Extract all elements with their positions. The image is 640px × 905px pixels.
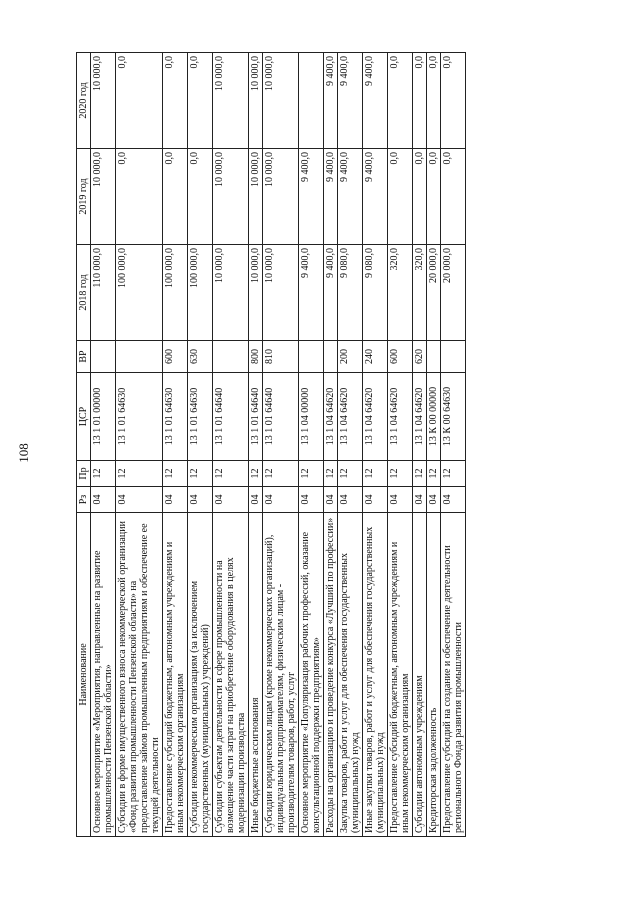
cell-2020: 9 400,0 (338, 53, 363, 149)
cell-2018: 100 000,0 (188, 245, 213, 341)
cell-2019: 10 000,0 (91, 149, 116, 245)
cell-rz: 04 (91, 487, 116, 513)
table-row (213, 53, 249, 837)
header-name: Наименование (77, 513, 91, 837)
cell-2018: 10 000,0 (213, 245, 249, 341)
cell-2019: 0,0 (116, 149, 163, 245)
cell-pr: 12 (338, 461, 363, 487)
cell-csr: 13 1 04 64620 (338, 373, 363, 461)
cell-name: Основное мероприятие «Популяризация рабочих профессий, оказание консультационной поддержки предприятиям» (299, 513, 324, 837)
cell-name: Закупка товаров, работ и услуг для обеспечения государственных (муниципальных) нужд (338, 513, 363, 837)
cell-rz: 04 (363, 487, 388, 513)
cell-csr: 13 К 00 00000 (427, 373, 441, 461)
cell-vr (116, 341, 163, 373)
cell-vr (441, 341, 466, 373)
cell-2019: 0,0 (413, 149, 427, 245)
cell-2020: 0,0 (163, 53, 188, 149)
cell-2018: 100 000,0 (163, 245, 188, 341)
cell-vr: 240 (363, 341, 388, 373)
cell-2020: 10 000,0 (91, 53, 116, 149)
cell-rz: 04 (441, 487, 466, 513)
cell-rz: 04 (299, 487, 324, 513)
cell-name: Субсидии автономным учреждениям (413, 513, 427, 837)
cell-csr: 13 1 01 64630 (188, 373, 213, 461)
table-row (249, 53, 263, 837)
cell-pr: 12 (249, 461, 263, 487)
cell-vr (299, 341, 324, 373)
cell-name: Предоставление субсидий бюджетным, автономным учреждениям и иным некоммерческим организациям (388, 513, 413, 837)
cell-2019: 9 400,0 (363, 149, 388, 245)
cell-2019: 10 000,0 (249, 149, 263, 245)
cell-pr: 12 (388, 461, 413, 487)
cell-pr: 12 (413, 461, 427, 487)
budget-table (76, 52, 466, 837)
cell-rz: 04 (188, 487, 213, 513)
cell-vr: 600 (163, 341, 188, 373)
cell-2018: 100 000,0 (116, 245, 163, 341)
cell-2019: 9 400,0 (299, 149, 324, 245)
cell-csr: 13 1 04 64620 (363, 373, 388, 461)
cell-2019: 9 400,0 (338, 149, 363, 245)
cell-name: Основное мероприятие «Мероприятия, направленные на развитие промышленности Пензенской области» (91, 513, 116, 837)
cell-name: Предоставление субсидий бюджетным, автономным учреждениям и иным некоммерческим организациям (163, 513, 188, 837)
header-2020: 2020 год (77, 53, 91, 149)
cell-rz: 04 (388, 487, 413, 513)
cell-vr: 200 (338, 341, 363, 373)
cell-2018: 20 000,0 (427, 245, 441, 341)
table-row (91, 53, 116, 837)
cell-2020: 0,0 (388, 53, 413, 149)
cell-2020: 0,0 (413, 53, 427, 149)
table-row (338, 53, 363, 837)
table-row (116, 53, 163, 837)
cell-2019: 0,0 (388, 149, 413, 245)
cell-2018: 10 000,0 (263, 245, 299, 341)
cell-2019: 10 000,0 (263, 149, 299, 245)
cell-rz: 04 (163, 487, 188, 513)
table-row (299, 53, 324, 837)
cell-2019: 0,0 (441, 149, 466, 245)
cell-vr (427, 341, 441, 373)
cell-csr: 13 1 01 64640 (213, 373, 249, 461)
table-row (388, 53, 413, 837)
cell-2020: 0,0 (188, 53, 213, 149)
cell-2018: 9 400,0 (324, 245, 338, 341)
cell-rz: 04 (324, 487, 338, 513)
cell-name: Субсидии юридическим лицам (кроме некоммерческих организаций), индивидуальным предпринимателям, физическим лицам - производителям товаров, работ, услуг (263, 513, 299, 837)
cell-2020 (299, 53, 324, 149)
cell-pr: 12 (427, 461, 441, 487)
cell-vr (324, 341, 338, 373)
cell-2020: 0,0 (441, 53, 466, 149)
cell-name: Субсидии некоммерческим организациям (за исключением государственных (муниципальных) учреждений) (188, 513, 213, 837)
header-csr: ЦСР (77, 373, 91, 461)
cell-pr: 12 (91, 461, 116, 487)
cell-name: Субсидии в форме имущественного взноса некоммерческой организации «Фонд развития промышленности Пензенской области» на предоставление займов промышленным предприятиям и обеспечение ее текущей деятельности (116, 513, 163, 837)
cell-name: Субсидии субъектам деятельности в сфере промышленности на возмещение части затрат на приобретение оборудования в целях модернизации производства (213, 513, 249, 837)
header-2019: 2019 год (77, 149, 91, 245)
table-row (441, 53, 466, 837)
cell-rz: 04 (249, 487, 263, 513)
table-row (413, 53, 427, 837)
cell-csr: 13 1 04 64620 (413, 373, 427, 461)
cell-rz: 04 (338, 487, 363, 513)
cell-pr: 12 (163, 461, 188, 487)
cell-pr: 12 (441, 461, 466, 487)
cell-2020: 10 000,0 (263, 53, 299, 149)
cell-rz: 04 (427, 487, 441, 513)
cell-2019: 10 000,0 (213, 149, 249, 245)
cell-2018: 320,0 (413, 245, 427, 341)
page-number: 108 (16, 443, 31, 463)
cell-csr: 13 1 04 64620 (324, 373, 338, 461)
table-row (188, 53, 213, 837)
cell-2018: 9 080,0 (363, 245, 388, 341)
cell-vr: 630 (188, 341, 213, 373)
cell-2019: 9 400,0 (324, 149, 338, 245)
cell-2018: 9 400,0 (299, 245, 324, 341)
cell-vr: 800 (249, 341, 263, 373)
cell-vr: 620 (413, 341, 427, 373)
cell-2020: 10 000,0 (213, 53, 249, 149)
cell-vr: 810 (263, 341, 299, 373)
cell-2020: 0,0 (116, 53, 163, 149)
table-header-row (77, 53, 91, 837)
cell-csr: 13 1 04 00000 (299, 373, 324, 461)
cell-2018: 110 000,0 (91, 245, 116, 341)
cell-csr: 13 1 01 64640 (249, 373, 263, 461)
table-row (427, 53, 441, 837)
cell-csr: 13 1 01 64630 (116, 373, 163, 461)
cell-csr: 13 1 04 64620 (388, 373, 413, 461)
table-row (163, 53, 188, 837)
cell-2020: 0,0 (427, 53, 441, 149)
cell-name: Расходы на организацию и проведение конкурса «Лучший по профессии» (324, 513, 338, 837)
cell-2020: 9 400,0 (324, 53, 338, 149)
cell-pr: 12 (299, 461, 324, 487)
cell-csr: 13 1 01 64640 (263, 373, 299, 461)
cell-pr: 12 (363, 461, 388, 487)
cell-name: Иные бюджетные ассигнования (249, 513, 263, 837)
cell-pr: 12 (188, 461, 213, 487)
cell-2018: 10 000,0 (249, 245, 263, 341)
cell-pr: 12 (324, 461, 338, 487)
rotated-table-container (76, 53, 538, 837)
cell-vr (91, 341, 116, 373)
header-pr: Пр (77, 461, 91, 487)
cell-rz: 04 (116, 487, 163, 513)
header-2018: 2018 год (77, 245, 91, 341)
header-vr: ВР (77, 341, 91, 373)
cell-2018: 20 000,0 (441, 245, 466, 341)
table-row (324, 53, 338, 837)
table-row (363, 53, 388, 837)
table-row (263, 53, 299, 837)
cell-pr: 12 (116, 461, 163, 487)
cell-2018: 9 080,0 (338, 245, 363, 341)
cell-csr: 13 1 01 64630 (163, 373, 188, 461)
cell-2019: 0,0 (163, 149, 188, 245)
cell-rz: 04 (413, 487, 427, 513)
cell-name: Иные закупки товаров, работ и услуг для обеспечения государственных (муниципальных) нужд (363, 513, 388, 837)
cell-2020: 10 000,0 (249, 53, 263, 149)
header-rz: Рз (77, 487, 91, 513)
cell-csr: 13 К 00 64630 (441, 373, 466, 461)
cell-csr: 13 1 01 00000 (91, 373, 116, 461)
cell-vr: 600 (388, 341, 413, 373)
cell-2018: 320,0 (388, 245, 413, 341)
cell-name: Кредиторская задолженность (427, 513, 441, 837)
cell-pr: 12 (263, 461, 299, 487)
cell-2020: 9 400,0 (363, 53, 388, 149)
cell-name: Предоставление субсидий на создание и обеспечение деятельности регионального Фонда развития промышленности (441, 513, 466, 837)
cell-2019: 0,0 (427, 149, 441, 245)
cell-2019: 0,0 (188, 149, 213, 245)
cell-rz: 04 (213, 487, 249, 513)
cell-rz: 04 (263, 487, 299, 513)
cell-pr: 12 (213, 461, 249, 487)
cell-vr (213, 341, 249, 373)
